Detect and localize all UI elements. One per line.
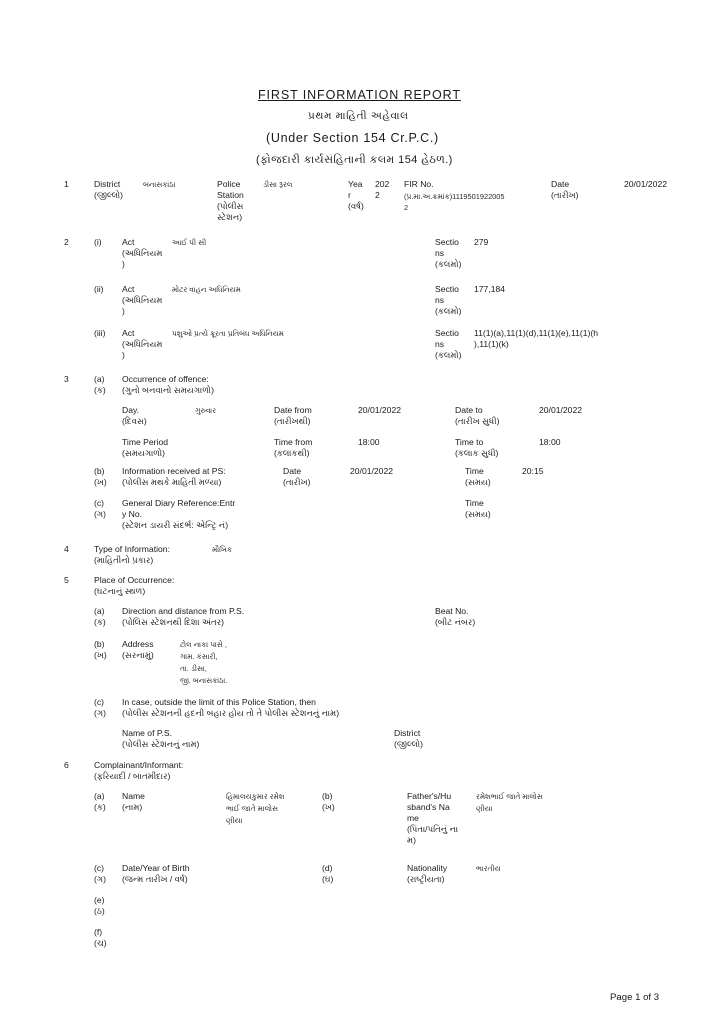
year-value: 202 2: [375, 179, 390, 200]
time-from-label: Time from (કલાકથી): [274, 437, 313, 458]
diary-time-label: Time (સમય): [465, 498, 491, 519]
act-1-value: આઈ પી સી: [172, 238, 207, 247]
date-to-value: 20/01/2022: [539, 405, 583, 415]
ps-name-label: Name of P.S. (પોલીસ સ્ટેશનનું નામ): [122, 728, 200, 749]
info-type-value: મૌખિક: [212, 545, 233, 554]
outside-limit-label: In case, outside the limit of this Police Station, then (પોલીસ સ્ટેશનની હદની બહાર હોય તો તે પોલીસ સ્ટેશનનું નામ): [122, 697, 340, 718]
info-received-label: Information received at PS: (પોલીસ મથકે માહિતી મળ્યા): [122, 466, 226, 487]
act-2-sections-label: Sectio ns (કલમો): [435, 284, 462, 316]
fir-label: FIR No.: [404, 179, 434, 189]
date-value: 20/01/2022: [624, 179, 668, 189]
act-1-index: (i): [94, 237, 102, 247]
report-title: FIRST INFORMATION REPORT: [258, 88, 461, 102]
report-section: (Under Section 154 Cr.P.C.): [266, 131, 439, 145]
date-from-value: 20/01/2022: [358, 405, 402, 415]
info-received-date-label: Date (તારીખ): [283, 466, 311, 487]
info-received-time-value: 20:15: [522, 466, 544, 476]
nationality-value: ભારતીય: [476, 864, 501, 873]
act-1-label: Act (અધિનિયમ ): [122, 237, 163, 269]
direction-label: Direction and distance from P.S. (પોલિસ સ્ટેશનથી દિશા અંતર): [122, 606, 245, 627]
father-index: (b) (ખ): [322, 791, 335, 812]
police-station-label: Police Station (પોલીસ સ્ટેશન): [217, 179, 244, 222]
occurrence-index: (a) (ક): [94, 374, 106, 395]
district-label: District (જીલ્લો): [94, 179, 124, 200]
nationality-index: (d) (ઘ): [322, 863, 334, 884]
address-value: ટોલ નાકા પાસે , ગામ. કંસારી, તા. ડીસા, જી. બનાસકાંઠા.: [180, 640, 228, 685]
diary-reference-label: General Diary Reference:Entr y No. (સ્ટેશન ડાયરી સંદર્ભ: એન્ટ્રિ નં): [122, 498, 236, 530]
direction-index: (a) (ક): [94, 606, 106, 627]
address-label: Address (સરનામું): [122, 639, 154, 660]
fir-value: (પ્ર.મા.અ.ક્રમાંક)1119501922005 2: [404, 192, 505, 212]
field-e-index: (e) (ઠ): [94, 895, 105, 916]
nationality-label: Nationality (રાષ્ટ્રીયતા): [407, 863, 448, 884]
act-3-sections-value: 11(1)(a),11(1)(d),11(1)(e),11(1)(h ),11(1)(k): [474, 328, 599, 349]
section-2-number: 2: [64, 237, 69, 247]
beat-label: Beat No. (બીટ નંબર): [435, 606, 476, 627]
section-6-number: 6: [64, 760, 69, 770]
info-type-label: Type of Information: (માહિતીનો પ્રકાર): [94, 544, 170, 565]
section-4-number: 4: [64, 544, 69, 554]
section-3-number: 3: [64, 374, 69, 384]
outside-district-label: District (જીલ્લો): [394, 728, 424, 749]
occurrence-label: Occurrence of offence: (ગુનો બનવાનો સમયગાળો): [122, 374, 214, 395]
act-2-label: Act (અધિનિયમ ): [122, 284, 163, 316]
father-value: રમેશભાઈ જાતે માલોસ ણીયા: [476, 792, 543, 813]
act-3-index: (iii): [94, 328, 106, 338]
info-received-date-value: 20/01/2022: [350, 466, 394, 476]
info-received-time-label: Time (સમય): [465, 466, 491, 487]
time-to-value: 18:00: [539, 437, 561, 447]
act-1-sections-label: Sectio ns (કલમો): [435, 237, 462, 269]
act-1-sections-value: 279: [474, 237, 489, 247]
day-value: ગુરુવાર: [195, 406, 217, 415]
time-period-label: Time Period (સમયગાળો): [122, 437, 169, 458]
dob-label: Date/Year of Birth (જન્મ તારીખ / વર્ષ): [122, 863, 190, 884]
year-label: Yea r (વર્ષ): [348, 179, 364, 211]
outside-limit-index: (c) (ગ): [94, 697, 106, 718]
district-value: બનાસકાંઠા: [143, 180, 176, 189]
date-to-label: Date to (તારીખ સુધી): [455, 405, 500, 426]
name-label: Name (નામ): [122, 791, 145, 812]
police-station-value: ડીસા રૂરલ: [263, 180, 293, 189]
date-label: Date (તારીખ): [551, 179, 579, 200]
info-received-index: (b) (ખ): [94, 466, 107, 487]
act-2-value: મોટર વાહન અધિનિયમ: [172, 285, 241, 294]
page-number: Page 1 of 3: [610, 992, 660, 1003]
address-index: (b) (ખ): [94, 639, 107, 660]
time-from-value: 18:00: [358, 437, 380, 447]
dob-index: (c) (ગ): [94, 863, 106, 884]
place-label: Place of Occurrence: (ઘટનાનું સ્થળ): [94, 575, 175, 596]
time-to-label: Time to (કલાક સુધી): [455, 437, 499, 458]
day-label: Day. (દિવસ): [122, 405, 147, 426]
act-2-sections-value: 177,184: [474, 284, 506, 294]
report-title-gujarati: પ્રથમ માહિતી અહેવાલ: [308, 110, 409, 122]
section-5-number: 5: [64, 575, 69, 585]
complainant-label: Complainant/Informant: (ફરિયાદી / બાતમીદાર): [94, 760, 184, 781]
father-label: Father's/Hu sband's Na me (પિતા/પતિનું ના મ): [407, 791, 459, 845]
act-3-value: પશુઓ પ્રત્યે ક્રૂરતા પ્રતિબંધ અધિનિયમ: [172, 329, 284, 338]
field-f-index: (f) (ચ): [94, 927, 107, 948]
diary-index: (c) (ગ): [94, 498, 106, 519]
act-3-label: Act (અધિનિયમ ): [122, 328, 163, 360]
section-1-number: 1: [64, 179, 69, 189]
report-section-gujarati: (ફોજદારી કાર્યસંહિતાની કલમ 154 હેઠળ.): [256, 154, 453, 166]
date-from-label: Date from (તારીખથી): [274, 405, 312, 426]
act-3-sections-label: Sectio ns (કલમો): [435, 328, 462, 360]
act-2-index: (ii): [94, 284, 104, 294]
name-value: હિમાલયકુમાર રમેશ ભાઈ જાતે માલોસ ણીયા: [226, 792, 285, 825]
name-index: (a) (ક): [94, 791, 106, 812]
